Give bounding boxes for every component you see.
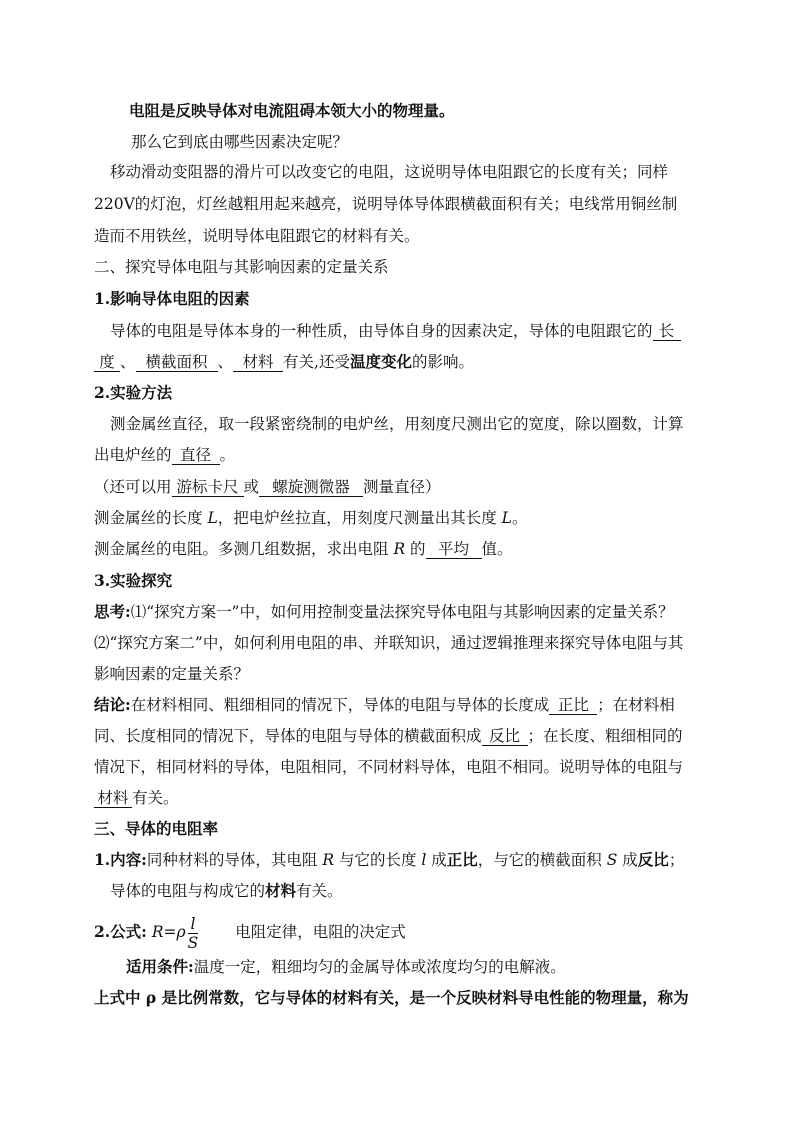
sub3-heading: 3.实验探究 [94,571,173,590]
bold-inverse: 反比 [637,850,669,869]
sub1-line1 [110,320,681,342]
sub2-line5 [94,538,513,560]
sub2-line3-mid: 或 [243,478,260,496]
sub2-line4-b: ，把电炉丝拉直，用刻度尺测量出其长度 [217,509,502,527]
content-b: 与它的长度 [334,851,422,869]
resistivity-final-line: 上式中 ρ 是比例常数，它与导体的材料有关，是一个反映材料导电性能的物理量，称为 [94,988,689,1007]
formula-description: 电阻定律，电阻的决定式 [235,923,406,941]
intro-paragraph-line1: 移动滑动变阻器的滑片可以改变它的电阻，这说明导体电阻跟它的长度有关；同样 [110,163,669,181]
conclusion-text-c: 同、长度相同的情况下，导体的电阻与导体的横截面积成 [94,727,482,745]
blank-direct-proportion: 正比 [549,696,597,715]
condition-label: 适用条件: [126,957,194,976]
conclusion-text-e: 有关。 [132,789,179,807]
sub2-line3-text: （还可以用 [94,478,172,496]
think-line1 [94,601,674,623]
bold-material: 材料 [265,881,297,900]
intro-paragraph-line2: 220V的灯泡，灯丝越粗用起来越亮，说明导体导体跟横截面积有关；电线常用铜丝制 [94,195,678,213]
conclusion-line1 [94,694,675,716]
conclusion-text-b: ；在材料相 [597,696,675,714]
conclusion-line2 [94,725,683,747]
think-label: 思考: [94,602,131,621]
sep2: 、 [217,353,234,371]
think-line3: 影响因素的定量关系？ [94,665,250,683]
sub1-heading: 1.影响导体电阻的因素 [94,289,250,308]
sub1-line2-end: 的影响。 [411,353,474,371]
sub2-line3-end: 测量直径） [363,478,441,496]
var-l: l [421,851,427,869]
sub2-line2 [94,444,235,466]
var-R: R [322,851,335,869]
content-d: ，与它的横截面积 [477,851,607,869]
content-line2 [110,880,343,902]
var-L: L [501,509,512,527]
content-f: ； [668,851,685,869]
blank-diameter: 直径 [172,446,220,465]
conclusion-text-a: 在材料相同、粗细相同的情况下，导体的电阻与导体的长度成 [130,696,550,714]
sub2-line1: 测金属丝直径，取一段紧密绕制的电炉丝，用刻度尺测出它的宽度，除以圈数，计算 [110,415,684,433]
sub2-line4-c: 。 [511,509,528,527]
intro-question: 那么它到底由哪些因素决定呢？ [131,133,349,151]
sub2-line4 [94,507,527,529]
formula-label: 2.公式: [94,922,147,941]
content-label: 1.内容: [94,850,147,869]
blank-cross-section: 横截面积 [136,353,218,372]
content-a: 同种材料的导体，其电阻 [146,851,323,869]
think-line2: ⑵“探究方案二”中，如何利用电阻的串、并联知识，通过逻辑推理来探究导体电阻与其 [94,634,684,652]
content-line2-a: 导体的电阻与构成它的 [110,882,266,900]
sub1-line2 [94,351,474,373]
intro-paragraph-line3: 造而不用铁丝，说明导体电阻跟它的材料有关。 [94,227,420,245]
var-S: S [606,851,618,869]
blank-material: 材料 [233,353,283,372]
sub2-line3 [94,476,441,498]
formula-numerator: l [188,915,199,934]
section2-heading: 二、探究导体电阻与其影响因素的定量关系 [94,258,389,276]
formula-fraction [188,915,199,952]
blank-caliper: 游标卡尺 [172,478,244,497]
sub2-line5-a: 测金属丝的电阻。多测几组数据，求出电阻 [94,540,394,558]
conclusion-line3: 情况下，相同材料的导体，电阻相同，不同材料导体，电阻不相同。说明导体的电阻与 [94,758,684,776]
conclusion-text-d: ；在长度、粗细相同的 [527,727,683,745]
content-e: 成 [617,851,638,869]
blank-micrometer: 螺旋测微器 [259,478,363,497]
sep1: 、 [120,353,136,371]
sub1-line2-mid: 有关,还受 [283,353,350,371]
blank-inverse-proportion: 反比 [482,727,528,746]
think-q1: ⑴“探究方案一”中，如何用控制变量法探究导体电阻与其影响因素的定量关系？ [130,603,674,621]
var-R: R [393,540,406,558]
blank-length-b: 度 [94,353,120,372]
sub2-line4-a: 测金属丝的长度 [94,509,208,527]
content-line1 [94,849,684,871]
blank-material-conclusion: 材料 [94,789,132,808]
temperature-change: 温度变化 [349,352,412,371]
conclusion-label: 结论: [94,695,131,714]
sub2-line2-end: 。 [219,446,236,464]
condition-text: 温度一定，粗细均匀的金属导体或浓度均匀的电解液。 [193,958,566,976]
section3-heading: 三、导体的电阻率 [94,819,219,838]
sub2-line2-text: 出电炉丝的 [94,446,172,464]
sub1-line1-text: 导体的电阻是导体本身的一种性质，由导体自身的因素决定，导体的电阻跟它的 [110,322,653,340]
var-L: L [207,509,218,527]
formula-denominator: S [187,933,199,952]
condition-line [126,956,566,978]
conclusion-line4 [94,787,179,809]
sub2-heading: 2.实验方法 [94,383,173,402]
blank-average: 平均 [426,540,482,559]
bold-direct: 正比 [446,850,478,869]
content-c: 成 [426,851,447,869]
blank-length-a: 长 [653,322,681,341]
sub2-line5-b: 的 [405,540,426,558]
formula-lhs: R=ρ [151,923,186,941]
content-line2-b: 有关。 [296,882,343,900]
formula-line [94,912,406,952]
sub2-line5-c: 值。 [481,540,513,558]
resistance-definition: 电阻是反映导体对电流阻碍本领大小的物理量。 [129,101,455,120]
